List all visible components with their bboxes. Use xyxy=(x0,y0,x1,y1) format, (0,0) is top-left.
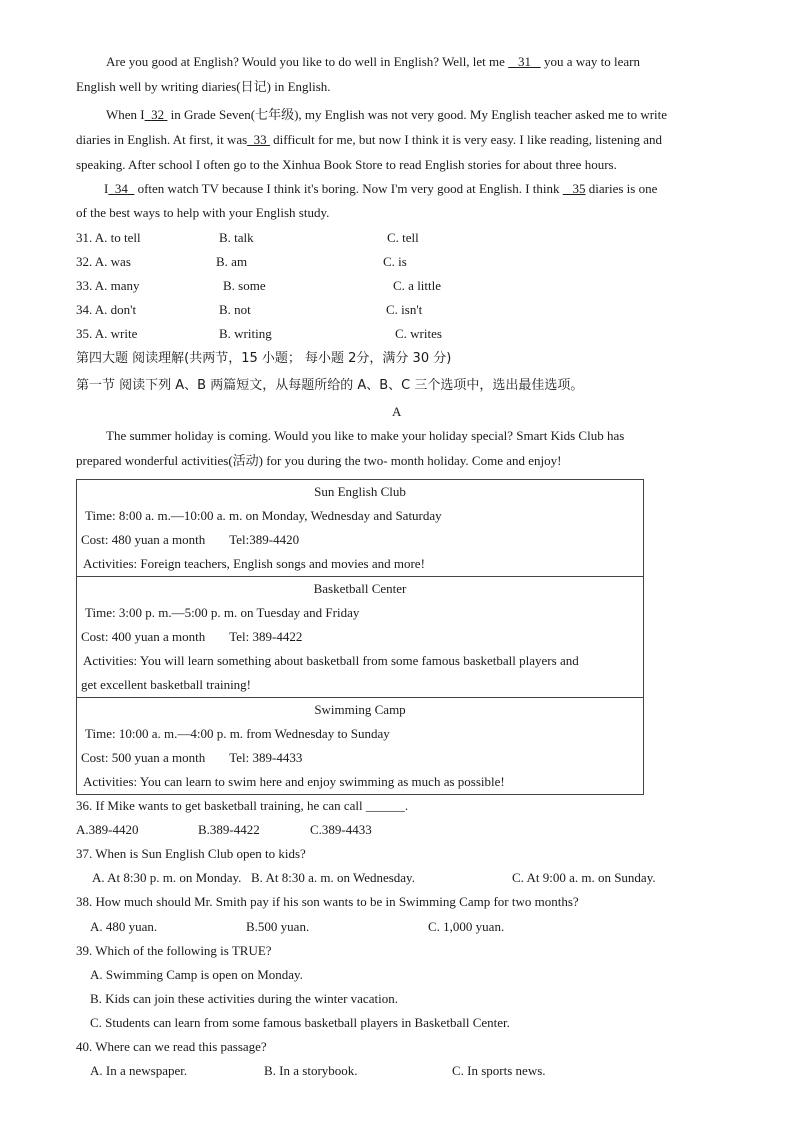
club-activities: Activities: Foreign teachers, English songs and movies and more! xyxy=(83,556,425,571)
question-36: 36. If Mike wants to get basketball training, he can call ______. xyxy=(76,798,409,813)
section-title: 第四大题 阅读理解(共两节，15 小题； 每小题 2分，满分 30 分) xyxy=(76,351,452,366)
club-time: Time: 8:00 a. m.—10:00 a. m. on Monday, Wednesday and Saturday xyxy=(85,508,442,523)
question-40: 40. Where can we read this passage? xyxy=(76,1039,267,1054)
club-cost-tel: Cost: 480 yuan a month Tel:389-4420 xyxy=(81,532,300,547)
club-time: Time: 10:00 a. m.—4:00 p. m. from Wednesday to Sunday xyxy=(85,726,390,741)
intro-line-2: prepared wonderful activities(活动) for you during the two- month holiday. Come and enjoy! xyxy=(76,453,562,468)
club-name: Sun English Club xyxy=(314,484,406,499)
club-name: Swimming Camp xyxy=(314,702,406,717)
blank-32: 32 xyxy=(151,107,165,122)
club-block xyxy=(77,577,644,698)
q40-option-b: B. In a storybook. xyxy=(264,1063,358,1078)
club-cost-tel: Cost: 400 yuan a month Tel: 389-4422 xyxy=(81,629,303,644)
q39-option-c: C. Students can learn from some famous basketball players in Basketball Center. xyxy=(90,1015,510,1030)
club-block xyxy=(77,698,644,795)
section-subtitle: 第一节 阅读下列 A、B 两篇短文，从每题所给的 A、B、C 三个选项中，选出最佳选项。 xyxy=(76,378,584,393)
cloze-line-6: I 34 often watch TV because I think it's boring. Now I'm very good at English. I think 35 diaries is one xyxy=(104,181,658,196)
cloze-line-2: English well by writing diaries(日记) in English. xyxy=(76,79,331,94)
cloze-line-4: diaries in English. At first, it was 33 difficult for me, but now I think it is very easy. I like reading, listening and xyxy=(76,132,662,147)
q39-option-b: B. Kids can join these activities during the winter vacation. xyxy=(90,991,398,1006)
cloze-line-5: speaking. After school I often go to the Xinhua Book Store to read English stories for about three hours. xyxy=(76,157,617,172)
clubs-table xyxy=(76,479,644,795)
question-39: 39. Which of the following is TRUE? xyxy=(76,943,272,958)
q40-option-a: A. In a newspaper. xyxy=(90,1063,188,1078)
q37-option-c: C. At 9:00 a. m. on Sunday. xyxy=(512,870,656,885)
q38-option-c: C. 1,000 yuan. xyxy=(428,919,505,934)
blank-31: 31 xyxy=(517,54,531,69)
q36-option-b: B.389-4422 xyxy=(198,822,260,837)
blank-35: 35 xyxy=(572,181,586,196)
club-cost-tel: Cost: 500 yuan a month Tel: 389-4433 xyxy=(81,750,303,765)
q36-option-a: A.389-4420 xyxy=(76,822,139,837)
club-activities: Activities: You will learn something about basketball from some famous basketball players and xyxy=(83,653,579,668)
q38-option-b: B.500 yuan. xyxy=(246,919,310,934)
cloze-line-1: Are you good at English? Would you like to do well in English? Well, let me 31 you a way to learn xyxy=(106,54,640,69)
club-name: Basketball Center xyxy=(313,581,407,596)
cloze-line-7: of the best ways to help with your English study. xyxy=(76,205,330,220)
q36-option-c: C.389-4433 xyxy=(310,822,372,837)
club-activities-cont: get excellent basketball training! xyxy=(81,677,252,692)
club-time: Time: 3:00 p. m.—5:00 p. m. on Tuesday and Friday xyxy=(85,605,360,620)
club-block xyxy=(77,480,644,577)
cloze-line-3: When I 32 in Grade Seven(七年级), my English was not very good. My English teacher asked me to write xyxy=(106,107,668,122)
question-37: 37. When is Sun English Club open to kids? xyxy=(76,846,306,861)
q39-option-a: A. Swimming Camp is open on Monday. xyxy=(90,967,303,982)
q40-option-c: C. In sports news. xyxy=(452,1063,546,1078)
q37-option-a: A. At 8:30 p. m. on Monday. xyxy=(92,870,242,885)
club-activities: Activities: You can learn to swim here and enjoy swimming as much as possible! xyxy=(83,774,505,789)
intro-line-1: The summer holiday is coming. Would you like to make your holiday special? Smart Kids Club has xyxy=(106,428,625,443)
question-38: 38. How much should Mr. Smith pay if his son wants to be in Swimming Camp for two months? xyxy=(76,894,579,909)
q37-option-b: B. At 8:30 a. m. on Wednesday. xyxy=(251,870,415,885)
blank-33: 33 xyxy=(253,132,267,147)
blank-34: 34 xyxy=(114,181,128,196)
q38-option-a: A. 480 yuan. xyxy=(90,919,158,934)
passage-label: A xyxy=(392,404,402,419)
